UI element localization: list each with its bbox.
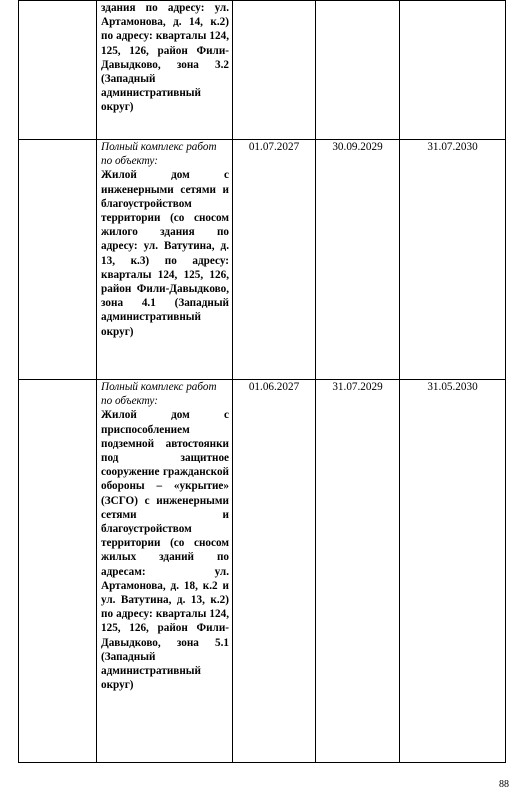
object-description-cell: [97, 380, 233, 763]
middle-date-cell: 31.07.2029: [316, 380, 400, 763]
object-description-cell: [97, 140, 233, 380]
end-date-cell: 31.05.2030: [400, 380, 506, 763]
empty-cell: [19, 1, 97, 140]
page-number: 88: [499, 779, 509, 790]
end-date-cell: 31.07.2030: [400, 140, 506, 380]
end-date-cell: [400, 1, 506, 140]
object-description: Жилой дом с приспособлением подземной автостоянки под защитное сооружение гражданской обороны – «укрытие» (ЗСГО) с инженерными сетями и благоустройством территории (со сносом жилых зданий по адресам: ул. Артамонова, д. 18, к.2 и ул. Ватутина, д. 13, к.2) по адресу: кварталы 124, 125, 126, район Фили-Давыдково, зона 5.1 (Западный административный округ): [101, 409, 229, 692]
schedule-table: [18, 0, 506, 763]
start-date-cell: 01.07.2027: [233, 140, 316, 380]
table-row: [19, 1, 506, 140]
work-scope-label: Полный комплекс работ по объекту:: [101, 141, 217, 168]
work-scope-label: Полный комплекс работ по объекту:: [101, 381, 217, 408]
table-row: [19, 380, 506, 763]
start-date-cell: [233, 1, 316, 140]
empty-cell: [19, 380, 97, 763]
object-description-cell: [97, 1, 233, 140]
middle-date-cell: [316, 1, 400, 140]
object-description: здания по адресу: ул. Артамонова, д. 14, к.2) по адресу: кварталы 124, 125, 126, район Фили-Давыдково, зона 3.2 (Западный административный округ): [101, 2, 229, 114]
object-description: Жилой дом с инженерными сетями и благоустройством территории (со сносом жилого здания по адресу: ул. Ватутина, д. 13, к.3) по адресу: кварталы 124, 125, 126, район Фили-Давыдково, зона 4.1 (Западный административный округ): [101, 169, 229, 338]
start-date-cell: 01.06.2027: [233, 380, 316, 763]
table-row: [19, 140, 506, 380]
empty-cell: [19, 140, 97, 380]
middle-date-cell: 30.09.2029: [316, 140, 400, 380]
